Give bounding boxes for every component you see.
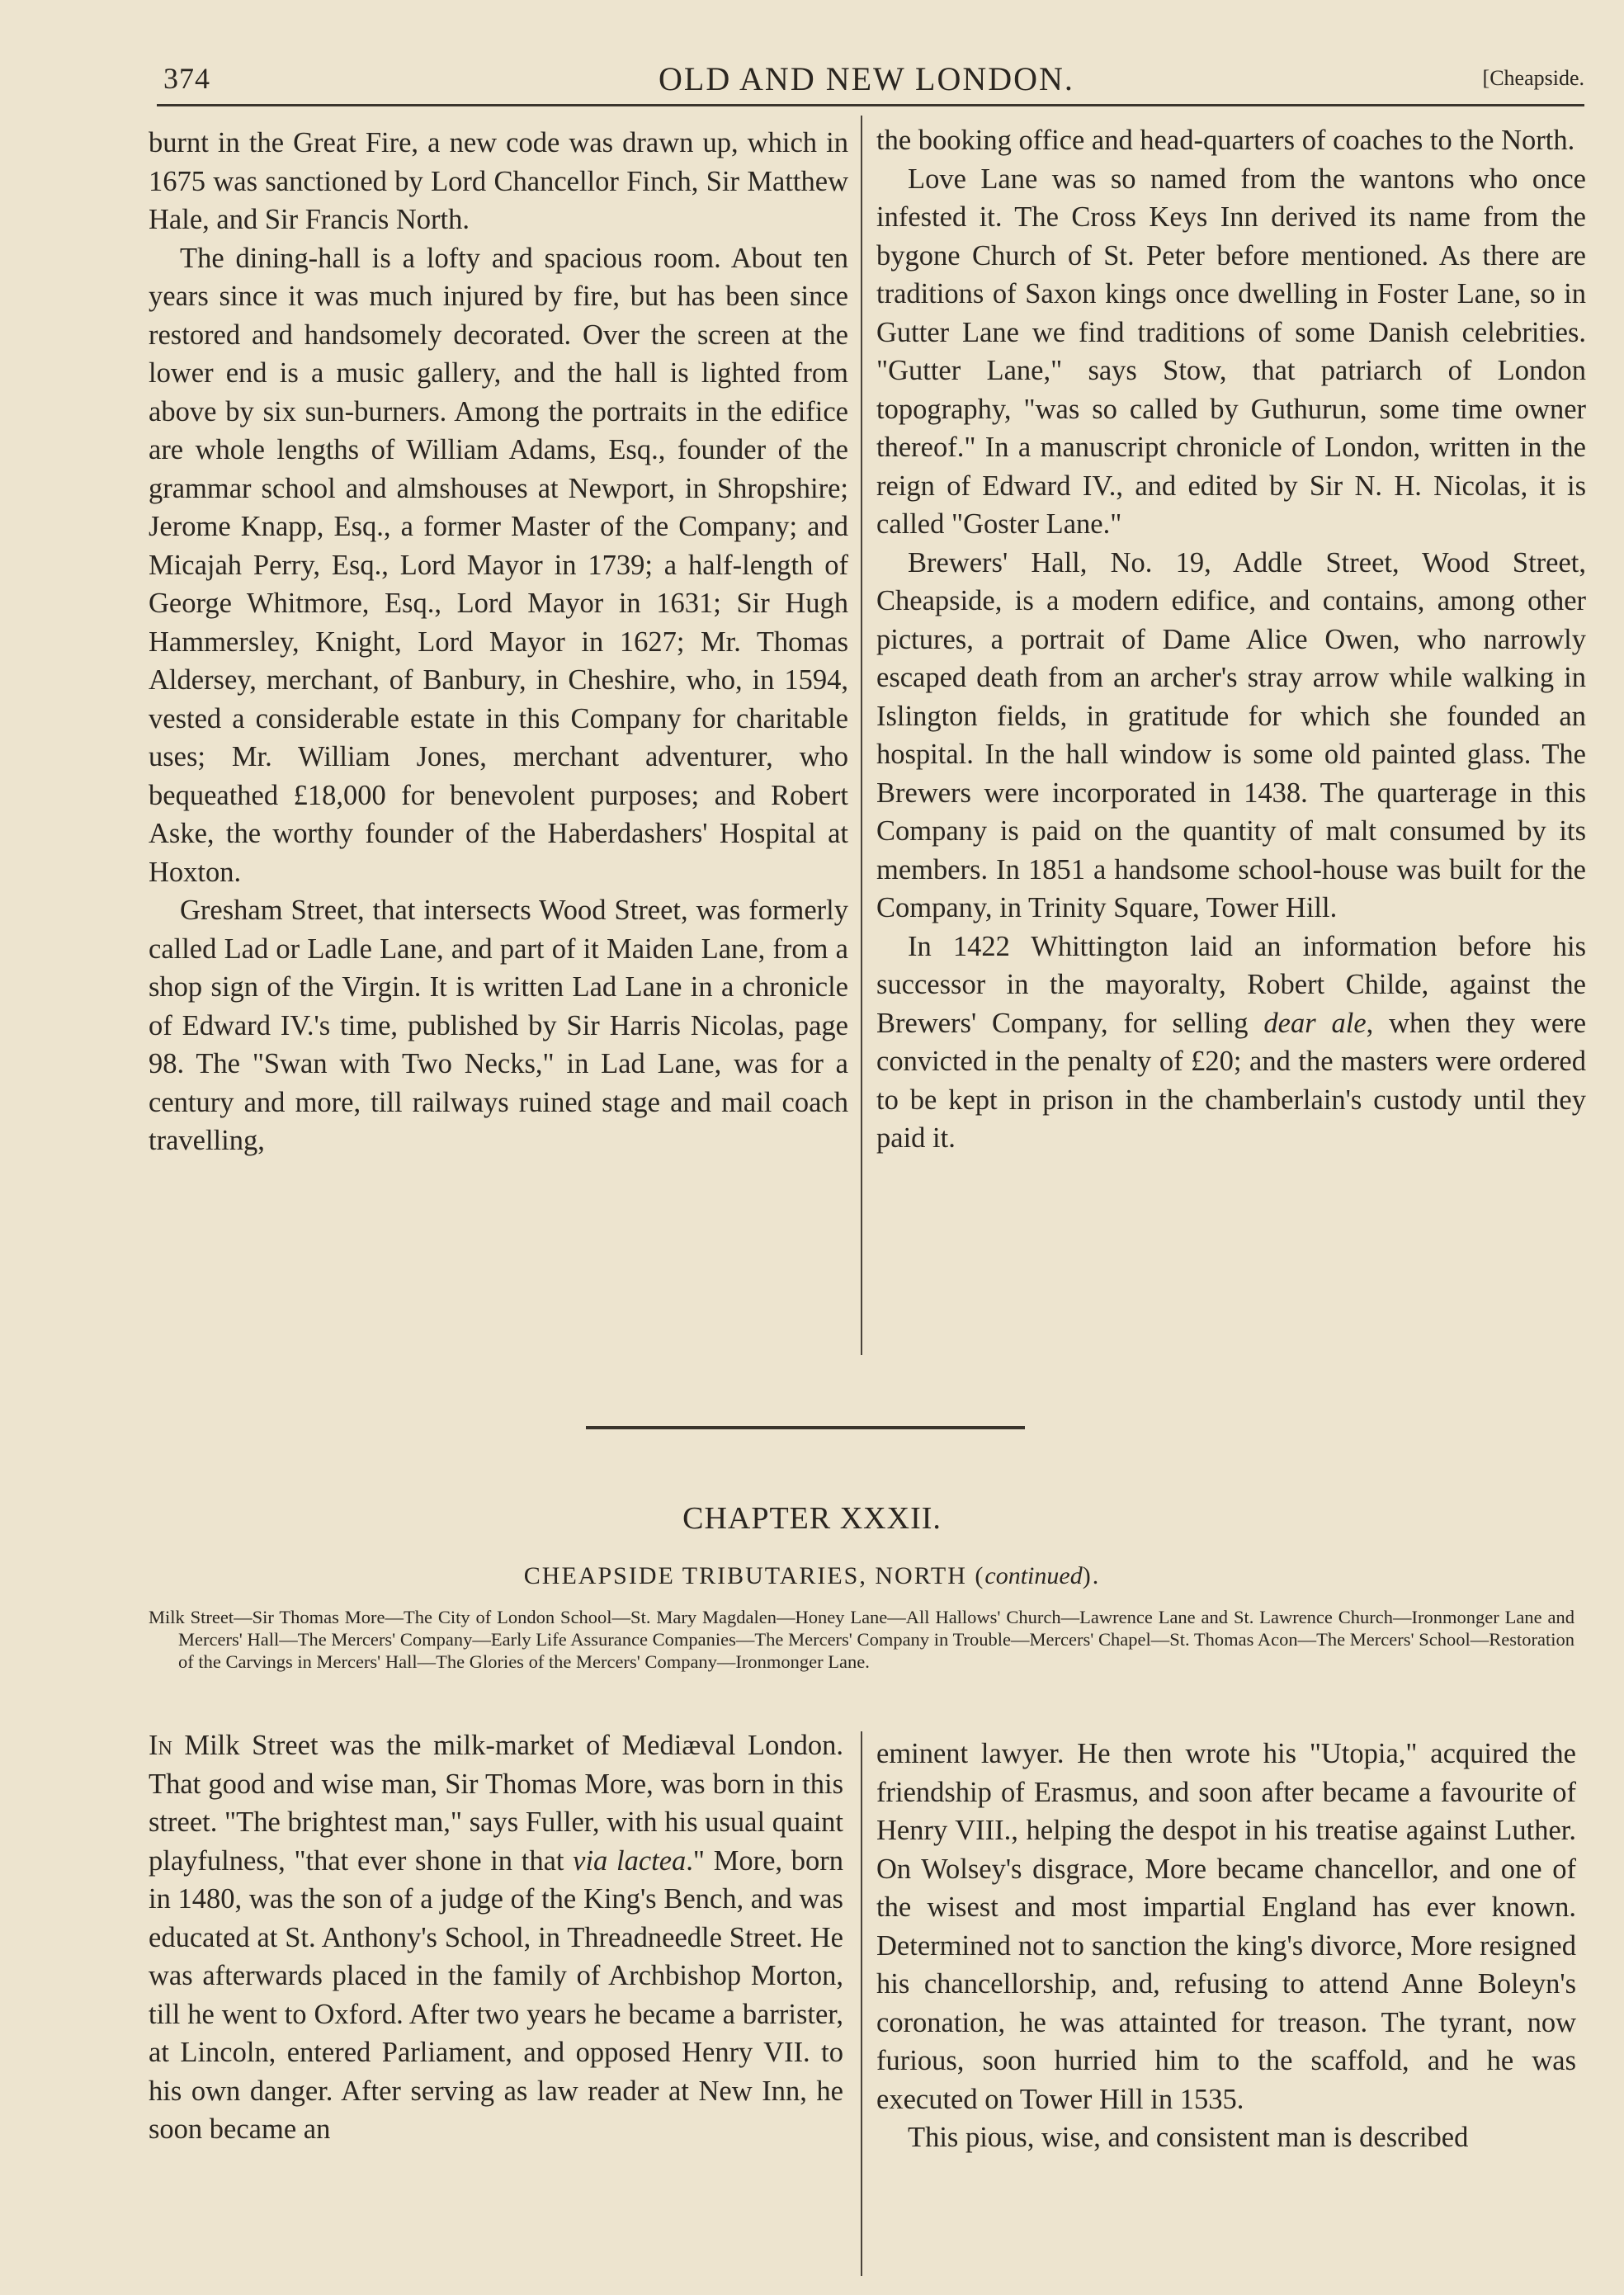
header-rule	[157, 104, 1584, 106]
text-run: Milk Street was the milk-market of Mediæval London. That good and wise man, Sir Thomas More, was born in this street. "The brightest man," says Fuller, with his usual quaint playfulness, "that ever shone in that	[149, 1730, 843, 1877]
page-number: 374	[163, 62, 210, 95]
paragraph: Gresham Street, that intersects Wood Street, was formerly called Lad or Ladle Lane, and part of it Maiden Lane, from a shop sign of the Virgin. It is written Lad Lane in a chronicle of Edward IV.'s time, published by Sir Harris Nicolas, page 98. The "Swan with Two Necks," in Lad Lane, was for a century and more, till railways ruined stage and mail coach travelling,	[149, 895, 848, 1156]
paragraph: burnt in the Great Fire, a new code was drawn up, which in 1675 was sanctioned by Lord Chancellor Finch, Sir Matthew Hale, and Sir Francis North.	[149, 127, 848, 235]
paragraph	[876, 928, 1586, 1158]
top-right-column	[876, 121, 1586, 1158]
bottom-left-column	[149, 1726, 843, 2149]
subtitle-end: ).	[1082, 1562, 1101, 1589]
section-label: [Cheapside.	[1482, 66, 1584, 90]
text-run: In 1422 Whittington laid an information before his successor in the mayoralty, Robert Childe, against the Brewers' Company, for selling	[876, 930, 1586, 1039]
paragraph: Brewers' Hall, No. 19, Addle Street, Wood Street, Cheapside, is a modern edifice, and contains, among other pictures, a portrait of Dame Alice Owen, who narrowly escaped death from an archer's stray arrow while walking in Islington fields, in gratitude for which she founded an hospital. In the hall window is some old painted glass. The Brewers were incorporated in 1438. The quarterage in this Company is paid on the quantity of malt consumed by its members. In 1851 a handsome school-house was built for the Company, in Trinity Square, Tower Hill.	[876, 546, 1586, 923]
italic-text: dear ale	[1263, 1007, 1367, 1039]
paragraph	[149, 1726, 843, 2149]
italic-text: via lactea	[573, 1844, 687, 1877]
running-head	[149, 58, 1584, 107]
text-run: ." More, born in 1480, was the son of a judge of the King's Bench, and was educated at St. Anthony's School, in Threadneedle Street. He was afterwards placed in the family of Archbishop Morton, till he went to Oxford. After two years he became a barrister, at Lincoln, entered Parliament, and opposed Henry VII. to his own danger. After serving as law reader at New Inn, he soon became an	[149, 1844, 843, 2145]
chapter-subtitle	[0, 1562, 1624, 1590]
chapter-summary: Milk Street—Sir Thomas More—The City of London School—St. Mary Magdalen—Honey Lane—All Hallows' Church—Lawrence Lane and St. Lawrence Church—Ironmonger Lane and Mercers' Hall—The Mercers' Company—Early Life Assurance Companies—The Mercers' Company in Trouble—Mercers' Chapel—St. Thomas Acon—The Mercers' School—Restoration of the Carvings in Mercers' Hall—The Glories of the Mercers' Company—Ironmonger Lane.	[149, 1607, 1574, 1672]
paragraph: the booking office and head-quarters of coaches to the North.	[876, 125, 1575, 156]
chapter-title: CHAPTER XXXII.	[682, 1501, 942, 1536]
column-divider	[861, 1731, 862, 2276]
paragraph: eminent lawyer. He then wrote his "Utopia," acquired the friendship of Erasmus, and soon after became a favourite of Henry VIII., helping the despot in his treatise against Luther. On Wolsey's disgrace, More became chancellor, and one of the wisest and most impartial England has ever known. Determined not to sanction the king's divorce, More resigned his chancellorship, and, refusing to attend Anne Boleyn's coronation, he was attainted for treason. The tyrant, now furious, soon hurried him to the scaffold, and he was executed on Tower Hill in 1535.	[876, 1738, 1576, 2115]
bottom-right-column	[876, 1735, 1576, 2157]
paragraph: This pious, wise, and consistent man is described	[908, 2122, 1469, 2153]
running-title: OLD AND NEW LONDON.	[659, 60, 1074, 97]
paragraph: The dining-hall is a lofty and spacious room. About ten years since it was much injured by fire, but has been since restored and handsomely decorated. Over the screen at the lower end is a music gallery, and the hall is lighted from above by six sun-burners. Among the portraits in the edifice are whole lengths of William Adams, Esq., founder of the grammar school and almshouses at Newport, in Shropshire; Jerome Knapp, Esq., a former Master of the Company; and Micajah Perry, Esq., Lord Mayor in 1739; a half-length of George Whitmore, Esq., Lord Mayor in 1631; Sir Hugh Hammersley, Knight, Lord Mayor in 1627; Mr. Thomas Aldersey, merchant, of Banbury, in Cheshire, who, in 1594, vested a considerable estate in this Company for charitable uses; Mr. William Jones, merchant adventurer, who bequeathed £18,000 for benevolent purposes; and Robert Aske, the worthy founder of the Haberdashers' Hospital at Hoxton.	[149, 242, 848, 888]
column-divider	[861, 116, 862, 1355]
paragraph: Love Lane was so named from the wantons who once infested it. The Cross Keys Inn derived its name from the bygone Church of St. Peter before mentioned. As there are traditions of Saxon kings once dwelling in Foster Lane, so in Gutter Lane we find traditions of some Danish celebrities. "Gutter Lane," says Stow, that patriarch of London topography, "was so called by Guthurun, some time owner thereof." In a manuscript chronicle of London, written in the reign of Edward IV., and edited by Sir N. H. Nicolas, it is called "Goster Lane."	[876, 163, 1586, 540]
chapter-divider-rule	[586, 1426, 1025, 1429]
subtitle-italic: continued	[984, 1562, 1083, 1589]
subtitle-text: CHEAPSIDE TRIBUTARIES, NORTH (	[523, 1562, 985, 1589]
top-left-column	[149, 124, 848, 1160]
text-run: , when they were convicted in the penalty of £20; and the masters were ordered to be kept in prison in the chamberlain's custody until they paid it.	[876, 1007, 1587, 1154]
drop-cap: In	[149, 1730, 172, 1761]
